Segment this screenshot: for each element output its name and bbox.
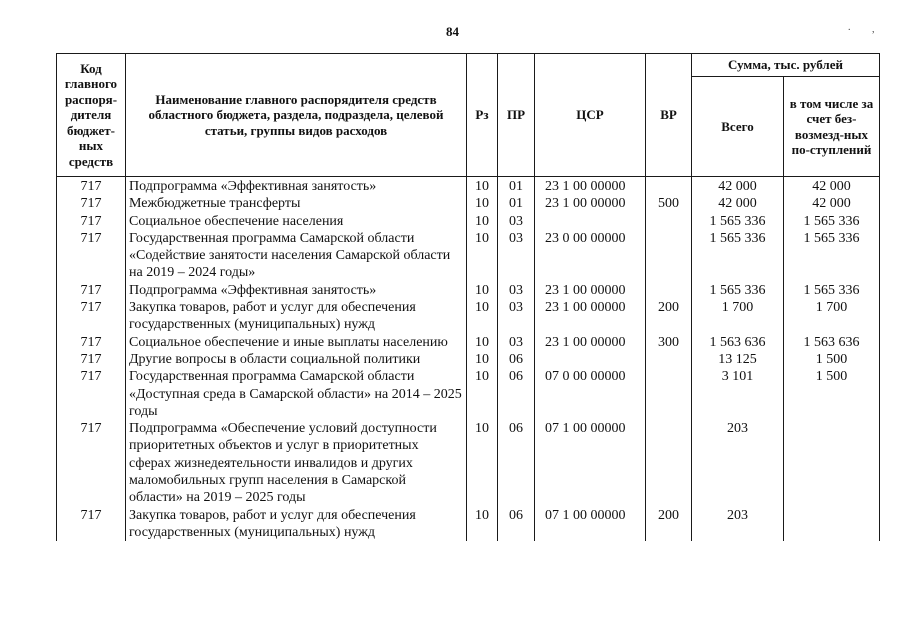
cell-name: Другие вопросы в области социальной политики [126, 351, 467, 368]
cell-code: 717 [57, 213, 126, 230]
cell-pr: 03 [498, 334, 535, 351]
cell-code: 717 [57, 230, 126, 282]
cell-total: 42 000 [692, 195, 784, 212]
cell-code: 717 [57, 368, 126, 420]
scan-speck: . [848, 22, 851, 33]
cell-pr: 06 [498, 507, 535, 542]
header-code: Код главного распоря-дителя бюджет-ных средств [57, 54, 126, 177]
cell-name: Социальное обеспечение населения [126, 213, 467, 230]
header-pr: ПР [498, 54, 535, 177]
cell-total: 1 565 336 [692, 230, 784, 282]
cell-gratuitous: 1 700 [784, 299, 880, 334]
cell-rz: 10 [467, 177, 498, 196]
cell-rz: 10 [467, 334, 498, 351]
cell-name: Межбюджетные трансферты [126, 195, 467, 212]
table-row [57, 420, 880, 506]
cell-csr: 07 1 00 00000 [535, 507, 646, 542]
cell-gratuitous: 1 500 [784, 351, 880, 368]
cell-gratuitous [784, 420, 880, 506]
cell-code: 717 [57, 177, 126, 196]
cell-csr: 23 1 00 00000 [535, 282, 646, 299]
cell-code: 717 [57, 299, 126, 334]
table-row [57, 213, 880, 230]
cell-pr: 03 [498, 282, 535, 299]
table-header [57, 54, 880, 177]
cell-gratuitous: 42 000 [784, 177, 880, 196]
cell-name: Закупка товаров, работ и услуг для обеспечения государственных (муниципальных) нужд [126, 507, 467, 542]
cell-vr [646, 213, 692, 230]
cell-rz: 10 [467, 230, 498, 282]
cell-total: 1 565 336 [692, 282, 784, 299]
cell-total: 1 700 [692, 299, 784, 334]
cell-pr: 01 [498, 177, 535, 196]
header-vr: ВР [646, 54, 692, 177]
cell-gratuitous: 1 565 336 [784, 282, 880, 299]
cell-name: Подпрограмма «Обеспечение условий доступности приоритетных объектов и услуг в приоритетных сферах жизнедеятельности инвалидов и других маломобильных групп населения в Самарской области» на 2019 – 2025 годы [126, 420, 467, 506]
cell-rz: 10 [467, 195, 498, 212]
cell-gratuitous: 1 565 336 [784, 213, 880, 230]
cell-pr: 06 [498, 351, 535, 368]
cell-vr [646, 351, 692, 368]
cell-total: 42 000 [692, 177, 784, 196]
cell-gratuitous: 1 563 636 [784, 334, 880, 351]
cell-csr: 23 0 00 00000 [535, 230, 646, 282]
cell-code: 717 [57, 420, 126, 506]
header-sum-group: Сумма, тыс. рублей [692, 54, 880, 77]
cell-pr: 06 [498, 420, 535, 506]
table-row [57, 368, 880, 420]
cell-vr [646, 230, 692, 282]
cell-csr [535, 351, 646, 368]
table-row [57, 351, 880, 368]
cell-rz: 10 [467, 507, 498, 542]
cell-rz: 10 [467, 213, 498, 230]
cell-name: Государственная программа Самарской области «Доступная среда в Самарской области» на 2014 – 2025 годы [126, 368, 467, 420]
header-gratuitous: в том числе за счет без-возмезд-ных по-ступлений [784, 77, 880, 177]
cell-pr: 06 [498, 368, 535, 420]
page-number: 84 [446, 24, 459, 39]
header-rz: Рз [467, 54, 498, 177]
cell-gratuitous: 1 565 336 [784, 230, 880, 282]
table-body [57, 177, 880, 542]
table-row [57, 177, 880, 196]
cell-vr [646, 177, 692, 196]
cell-name: Социальное обеспечение и иные выплаты населению [126, 334, 467, 351]
cell-code: 717 [57, 195, 126, 212]
cell-vr [646, 420, 692, 506]
cell-pr: 01 [498, 195, 535, 212]
cell-rz: 10 [467, 282, 498, 299]
cell-total: 13 125 [692, 351, 784, 368]
cell-total: 203 [692, 420, 784, 506]
cell-rz: 10 [467, 368, 498, 420]
cell-csr: 23 1 00 00000 [535, 334, 646, 351]
budget-table [56, 53, 880, 541]
table-row [57, 195, 880, 212]
cell-name: Государственная программа Самарской области «Содействие занятости населения Самарской области на 2019 – 2024 годы» [126, 230, 467, 282]
cell-csr: 23 1 00 00000 [535, 299, 646, 334]
cell-csr: 23 1 00 00000 [535, 195, 646, 212]
cell-vr: 300 [646, 334, 692, 351]
table-row [57, 507, 880, 542]
table-row [57, 230, 880, 282]
cell-rz: 10 [467, 299, 498, 334]
cell-rz: 10 [467, 351, 498, 368]
cell-code: 717 [57, 282, 126, 299]
cell-name: Подпрограмма «Эффективная занятость» [126, 282, 467, 299]
cell-code: 717 [57, 351, 126, 368]
cell-csr: 23 1 00 00000 [535, 177, 646, 196]
cell-gratuitous: 42 000 [784, 195, 880, 212]
cell-code: 717 [57, 507, 126, 542]
scan-speck: , [872, 24, 875, 35]
cell-pr: 03 [498, 213, 535, 230]
cell-name: Закупка товаров, работ и услуг для обеспечения государственных (муниципальных) нужд [126, 299, 467, 334]
cell-total: 3 101 [692, 368, 784, 420]
cell-csr: 07 1 00 00000 [535, 420, 646, 506]
cell-csr: 07 0 00 00000 [535, 368, 646, 420]
cell-pr: 03 [498, 299, 535, 334]
cell-total: 1 563 636 [692, 334, 784, 351]
table-row [57, 334, 880, 351]
cell-vr: 200 [646, 507, 692, 542]
cell-vr: 500 [646, 195, 692, 212]
cell-code: 717 [57, 334, 126, 351]
table-row [57, 282, 880, 299]
cell-gratuitous: 1 500 [784, 368, 880, 420]
table-row [57, 299, 880, 334]
cell-total: 203 [692, 507, 784, 542]
cell-total: 1 565 336 [692, 213, 784, 230]
cell-vr [646, 368, 692, 420]
cell-rz: 10 [467, 420, 498, 506]
cell-pr: 03 [498, 230, 535, 282]
cell-name: Подпрограмма «Эффективная занятость» [126, 177, 467, 196]
cell-vr: 200 [646, 299, 692, 334]
cell-gratuitous [784, 507, 880, 542]
header-total: Всего [692, 77, 784, 177]
cell-csr [535, 213, 646, 230]
cell-vr [646, 282, 692, 299]
header-csr: ЦСР [535, 54, 646, 177]
header-name: Наименование главного распорядителя средств областного бюджета, раздела, подраздела, целевой статьи, группы видов расходов [126, 54, 467, 177]
